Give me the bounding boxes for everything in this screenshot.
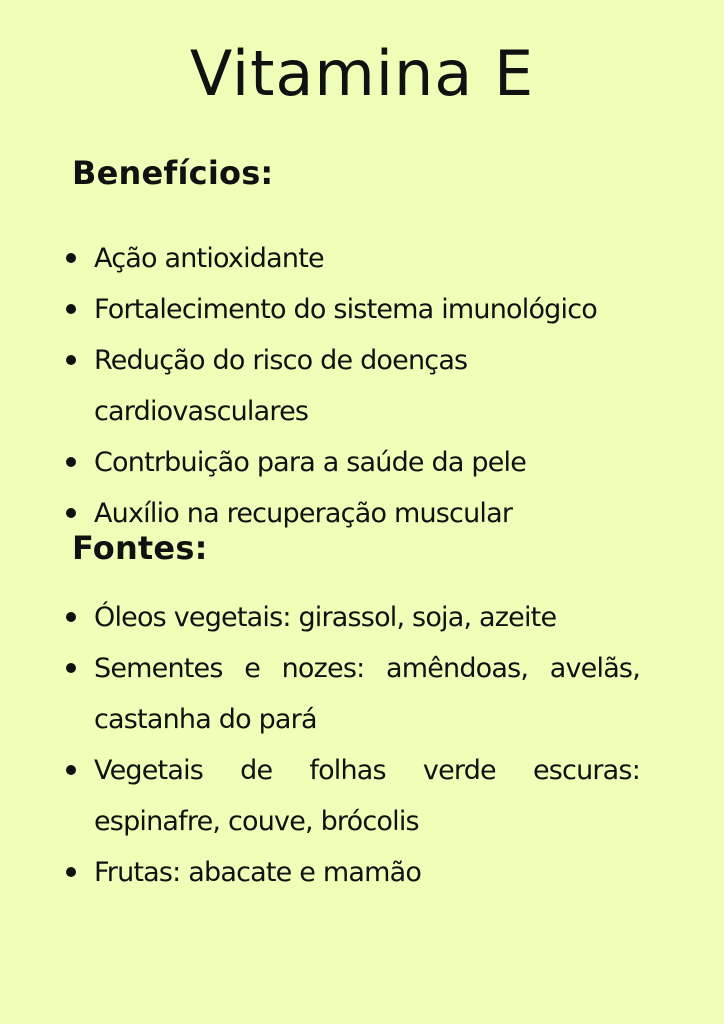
list-item-text: Sementes e nozes: amêndoas, avelãs, castanha do pará [94, 653, 640, 735]
bullet-icon [66, 508, 76, 518]
list-item-text: Redução do risco de doenças cardiovasculares [94, 345, 468, 427]
list-item-text: Vegetais de folhas verde escuras: espinafre, couve, brócolis [94, 755, 640, 837]
bullet-icon [66, 663, 76, 673]
fontes-heading: Fontes: [72, 529, 208, 567]
list-item-text: Fortalecimento do sistema imunológico [94, 294, 597, 325]
list-item-text: Auxílio na recuperação muscular [94, 498, 513, 529]
fontes-list [66, 592, 640, 898]
bullet-icon [66, 355, 76, 365]
list-item [66, 335, 640, 437]
bullet-icon [66, 765, 76, 775]
page-title: Vitamina E [189, 37, 535, 110]
list-item-text: Frutas: abacate e mamão [94, 857, 422, 888]
bullet-icon [66, 867, 76, 877]
list-item [66, 745, 640, 847]
list-item-text: Contrbuição para a saúde da pele [94, 447, 527, 478]
beneficios-heading: Benefícios: [72, 154, 274, 192]
bullet-icon [66, 253, 76, 263]
list-item [66, 847, 640, 898]
bullet-icon [66, 457, 76, 467]
list-item-text: Óleos vegetais: girassol, soja, azeite [94, 602, 557, 633]
list-item [66, 233, 640, 284]
list-item [66, 284, 640, 335]
bullet-icon [66, 612, 76, 622]
list-item [66, 643, 640, 745]
list-item-text: Ação antioxidante [94, 243, 324, 274]
bullet-icon [66, 304, 76, 314]
list-item [66, 592, 640, 643]
beneficios-list [66, 233, 640, 539]
list-item [66, 437, 640, 488]
